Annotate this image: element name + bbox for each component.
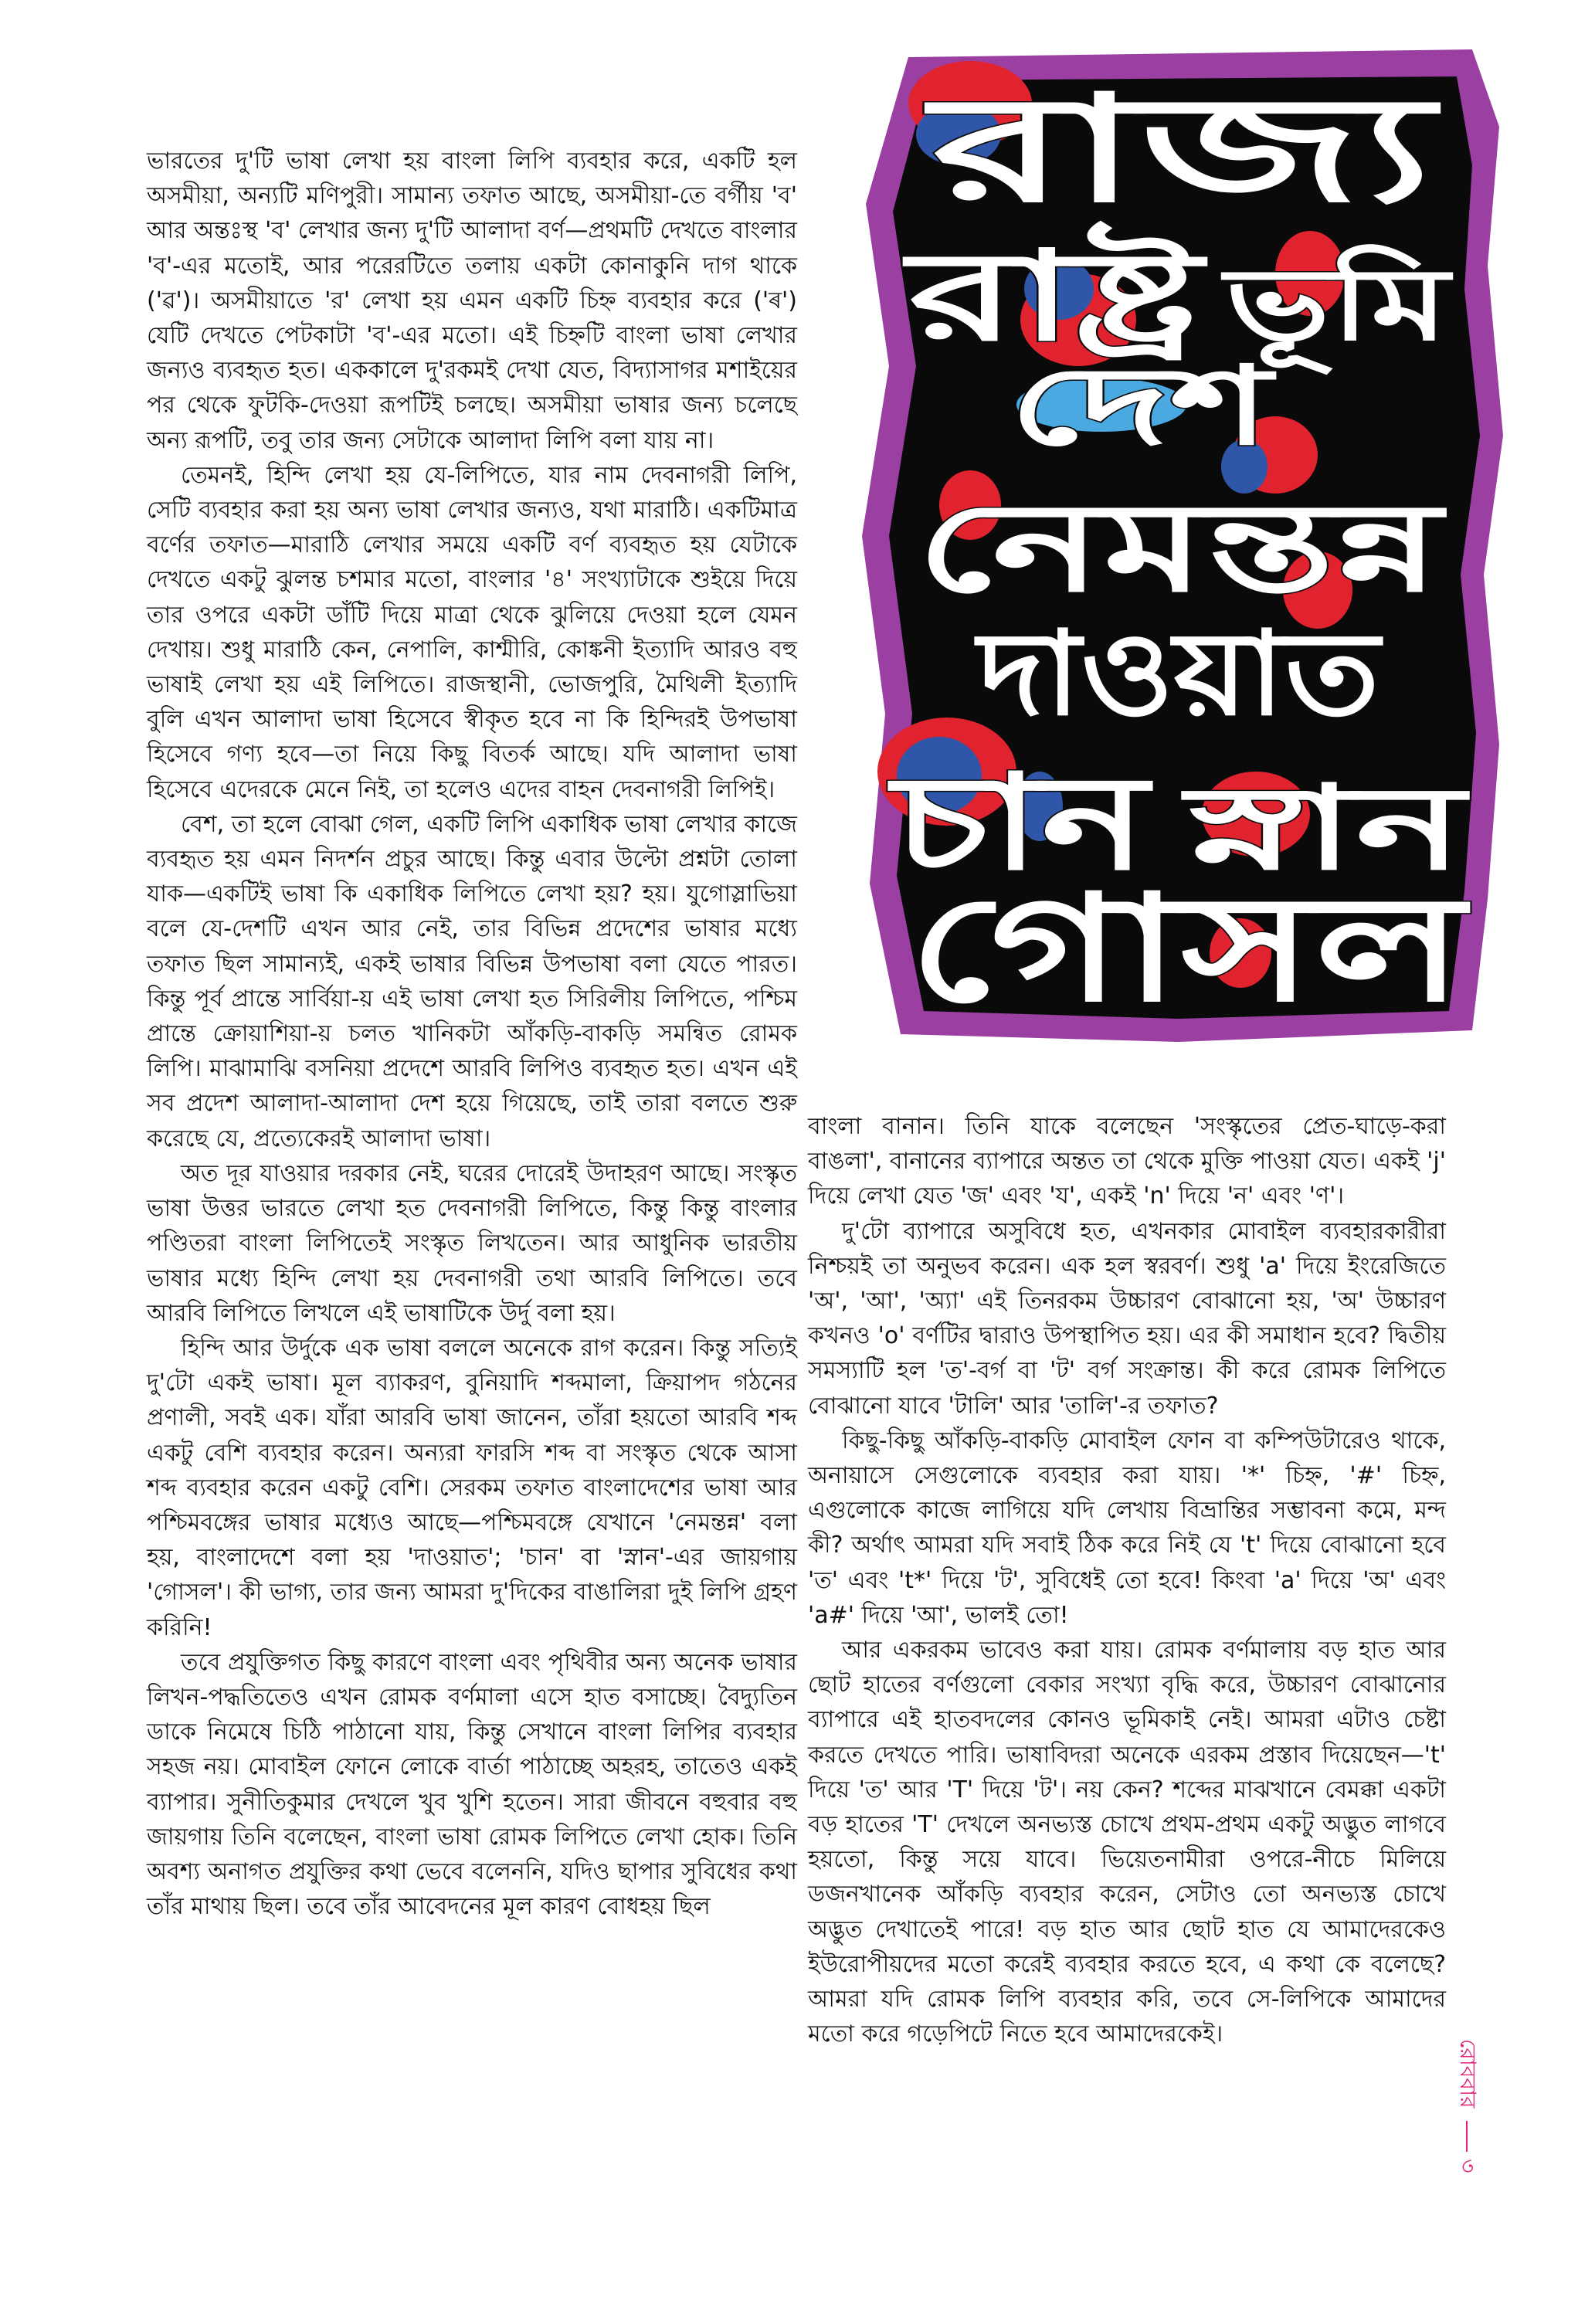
paragraph: আর একরকম ভাবেও করা যায়। রোমক বর্ণমালায় বড় হাত আর ছোট হাতের বর্ণগুলো বেকার সংখ্যা বৃদ্ধি করে, উচ্চারণ বোঝানোর ব্যাপারে এই হাতবদলের কোনও ভূমিকাই নেই। আমরা এটাও চেষ্টা করতে দেখতে পারি। ভাষাবিদরা অনেকে এরকম প্রস্তাব দিয়েছেন—'t' দিয়ে 'ত' আর 'T' দিয়ে 'ট'। নয় কেন? শব্দের মাঝখানে বেমক্কা একটা বড় হাতের 'T' দেখলে অনভ্যস্ত চোখে প্রথম-প্রথম একটু অদ্ভুত লাগবে হয়তো, কিন্তু সয়ে যাবে। ভিয়েতনামীরা ওপরে-নীচে মিলিয়ে ডজনখানেক আঁকড়ি ব্যবহার করেন, সেটাও তো অনভ্যস্ত চোখে অদ্ভুত দেখাতেই পারে! বড় হাত আর ছোট হাত যে আমাদেরকেও ইউরোপীয়দের মতো করেই ব্যবহার করতে হবে, এ কথা কে বলেছে? আমরা যদি রোমক লিপি ব্যবহার করি, তবে সে-লিপিকে আমাদের মতো করে গড়েপিটে নিতে হবে আমাদেরকেই।: [808, 1637, 1446, 2048]
page-folio: [1454, 2039, 1488, 2294]
paragraph: বাংলা বানান। তিনি যাকে বলেছেন 'সংস্কৃতের প্রেত-ঘাড়ে-করা বাঙলা', বানানের ব্যাপারে অন্তত তা থেকে মুক্তি পাওয়া যেত। একই 'j' দিয়ে লেখা যেত 'জ' এবং 'য', একই 'n' দিয়ে 'ন' এবং 'ণ'।: [808, 1113, 1446, 1210]
article-left-column: [147, 144, 797, 1924]
artwork-word: চান: [887, 747, 1154, 900]
folio-rule: [1466, 2121, 1468, 2152]
artwork-word: স্নান: [1180, 762, 1471, 896]
artwork-word: গোসল: [908, 863, 1471, 1034]
artwork-word: দাওয়াত: [973, 607, 1383, 741]
artwork-word: ভূমি: [1225, 246, 1385, 363]
paragraph: হিন্দি আর উর্দুকে এক ভাষা বললে অনেকে রাগ করেন। কিন্তু সত্যিই দু'টো একই ভাষা। মূল ব্যাকরণ, বুনিয়াদি শব্দমালা, ক্রিয়াপদ গঠনের প্রণালী, সবই এক। যাঁরা আরবি ভাষা জানেন, তাঁরা হয়তো আরবি শব্দ একটু বেশি ব্যবহার করেন। অন্যরা ফারসি শব্দ বা সংস্কৃত থেকে আসা শব্দ ব্যবহার করেন একটু বেশি। সেরকম তফাত বাংলাদেশের ভাষা আর পশ্চিমবঙ্গের ভাষার মধ্যেও আছে—পশ্চিমবঙ্গে যেখানে 'নেমন্তন্ন' বলা হয়, বাংলাদেশে বলা হয় 'দাওয়াত'; 'চান' বা 'স্নান'-এর জায়গায় 'গোসল'। কী ভাগ্য, তার জন্য আমরা দু'দিকের বাঙালিরা দুই লিপি গ্রহণ করিনি!: [147, 1334, 797, 1641]
paragraph: অত দূর যাওয়ার দরকার নেই, ঘরের দোরেই উদাহরণ আছে। সংস্কৃত ভাষা উত্তর ভারতে লেখা হত দেবনাগরী লিপিতে, কিন্তু কিন্তু বাংলার পণ্ডিতরা বাংলা লিপিতেই সংস্কৃত লিখতেন। আর আধুনিক ভারতীয় ভাষার মধ্যে হিন্দি লেখা হয় দেবনাগরী তথা আরবি লিপিতে। তবে আরবি লিপিতে লিখলে এই ভাষাটিকে উর্দু বলা হয়।: [147, 1159, 797, 1327]
paragraph: ভারতের দু'টি ভাষা লেখা হয় বাংলা লিপি ব্যবহার করে, একটি হল অসমীয়া, অন্যটি মণিপুরী। সামান্য তফাত আছে, অসমীয়া-তে বর্গীয় 'ব' আর অন্তঃস্থ 'ব' লেখার জন্য দু'টি আলাদা বর্ণ—প্রথমটি দেখতে বাংলার 'ব'-এর মতোই, আর পরেরটিতে তলায় একটা কোনাকুনি দাগ থাকে ('ৱ')। অসমীয়াতে 'র' লেখা হয় এমন একটি চিহ্ন ব্যবহার করে ('ৰ') যেটি দেখতে পেটকাটা 'ব'-এর মতো। এই চিহ্নটি বাংলা ভাষা লেখার জন্যও ব্যবহৃত হত। এককালে দু'রকমই দেখা যেত, বিদ্যাসাগর মশাইয়ের পর থেকে ফুটকি-দেওয়া রূপটিই চলছে। অসমীয়া ভাষার জন্য চলেছে অন্য রূপটি, তবু তার জন্য সেটাকে আলাদা লিপি বলা যায় না।: [147, 148, 797, 454]
paragraph: দু'টো ব্যাপারে অসুবিধে হত, এখনকার মোবাইল ব্যবহারকারীরা নিশ্চয়ই তা অনুভব করেন। এক হল স্বরবর্ণ। শুধু 'a' দিয়ে ইংরেজিতে 'অ', 'আ', 'অ্যা' এই তিনরকম উচ্চারণ বোঝানো হয়, 'অ' উচ্চারণ কখনও 'o' বর্ণটির দ্বারাও উপস্থাপিত হয়। এর কী সমাধান হবে? দ্বিতীয় সমস্যাটি হল 'ত'-বর্গ বা 'ট' বর্গ সংক্রান্ত। কী করে রোমক লিপিতে বোঝানো যাবে 'টালি' আর 'তালি'-র তফাত?: [808, 1217, 1446, 1420]
artwork-word: দেশ: [1009, 344, 1277, 470]
paragraph: তেমনই, হিন্দি লেখা হয় যে-লিপিতে, যার নাম দেবনাগরী লিপি, সেটি ব্যবহার করা হয় অন্য ভাষা লেখার জন্যও, যথা মারাঠি। একটিমাত্র বর্ণের তফাত—মারাঠি লেখার সময়ে একটি বর্ণ ব্যবহৃত হয় যেটাকে দেখতে একটু ঝুলন্ত চশমার মতো, বাংলার '৪' সংখ্যাটাকে শুইয়ে দিয়ে তার ওপরে একটা ডাঁটি দিয়ে মাত্রা থেকে ঝুলিয়ে দেওয়া হলে যেমন দেখায়। শুধু মারাঠি কেন, নেপালি, কাশ্মীরি, কোঙ্কনী ইত্যাদি আরও বহু ভাষাই লেখা হয় এই লিপিতে। রাজস্থানী, ভোজপুরি, মৈথিলী ইত্যাদি বুলি এখন আলাদা ভাষা হিসেবে স্বীকৃত হবে না কি হিন্দিরই উপভাষা হিসেবে গণ্য হবে—তা নিয়ে কিছু বিতর্ক আছে। যদি আলাদা ভাষা হিসেবে এদেরকে মেনে নিই, তা হলেও এদের বাহন দেবনাগরী লিপিই।: [147, 461, 797, 803]
artwork-svg: [854, 34, 1508, 1047]
artwork-word: রাজ্য: [923, 64, 1441, 235]
paragraph: কিছু-কিছু আঁকড়ি-বাকড়ি মোবাইল ফোন বা কম্পিউটারেও থাকে, অনায়াসে সেগুলোকে ব্যবহার করা যায়। '*' চিহ্ন, '#' চিহ্ন, এগুলোকে কাজে লাগিয়ে যদি লেখায় বিভ্রান্তির সম্ভাবনা কমে, মন্দ কী? অর্থাৎ আমরা যদি সবাই ঠিক করে নিই যে 't' দিয়ে বোঝানো হবে 'ত' এবং 't*' দিয়ে 'ট', সুবিধেই তো হবে! কিংবা 'a' দিয়ে 'অ' এবং 'a#' দিয়ে 'আ', ভালই তো!: [808, 1427, 1446, 1629]
paragraph: বেশ, তা হলে বোঝা গেল, একটি লিপি একাধিক ভাষা লেখার কাজে ব্যবহৃত হয় এমন নিদর্শন প্রচুর আছে। কিন্তু এবার উল্টো প্রশ্নটা তোলা যাক—একটিই ভাষা কি একাধিক লিপিতে লেখা হয়? হয়। যুগোস্লাভিয়া বলে যে-দেশটি এখন আর নেই, তার বিভিন্ন প্রদেশের ভাষার মধ্যে তফাত ছিল সামান্যই, একই ভাষার বিভিন্ন উপভাষা বলা যেতে পারত। কিন্তু পূর্ব প্রান্তে সার্বিয়া-য় এই ভাষা লেখা হত সিরিলীয় লিপিতে, পশ্চিম প্রান্তে ক্রোয়াশিয়া-য় চলত খানিকটা আঁকড়ি-বাকড়ি সমন্বিত রোমক লিপি। মাঝামাঝি বসনিয়া প্রদেশে আরবি লিপিও ব্যবহৃত হত। এখন এই সব প্রদেশ আলাদা-আলাদা দেশ হয়ে গিয়েছে, তাই তারা বলতে শুরু করেছে যে, প্রত্যেকেরই আলাদা ভাষা।: [147, 810, 797, 1152]
page-number: ৩: [1455, 2159, 1481, 2173]
artwork-word: নেমন্তন্ন: [916, 475, 1447, 619]
article-right-column: [808, 1109, 1446, 2051]
typographic-artwork: [854, 34, 1508, 1047]
artwork-word: রাষ্ট্র: [908, 224, 1091, 368]
magazine-name: রোববার: [1455, 2039, 1481, 2109]
paragraph: তবে প্রযুক্তিগত কিছু কারণে বাংলা এবং পৃথিবীর অন্য অনেক ভাষার লিখন-পদ্ধতিতেও এখন রোমক বর্ণমালা এসে হাত বসাচ্ছে। বৈদ্যুতিন ডাকে নিমেষে চিঠি পাঠানো যায়, কিন্তু সেখানে বাংলা লিপির ব্যবহার সহজ নয়। মোবাইল ফোনে লোকে বার্তা পাঠাচ্ছে অহরহ, তাতেও একই ব্যাপার। সুনীতিকুমার দেখলে খুব খুশি হতেন। সারা জীবনে বহুবার বহু জায়গায় তিনি বলেছেন, বাংলা ভাষা রোমক লিপিতে লেখা হোক। তিনি অবশ্য অনাগত প্রযুক্তির কথা ভেবে বলেননি, যদিও ছাপার সুবিধের কথা তাঁর মাথায় ছিল। তবে তাঁর আবেদনের মূল কারণ বোধহয় ছিল: [147, 1648, 797, 1921]
